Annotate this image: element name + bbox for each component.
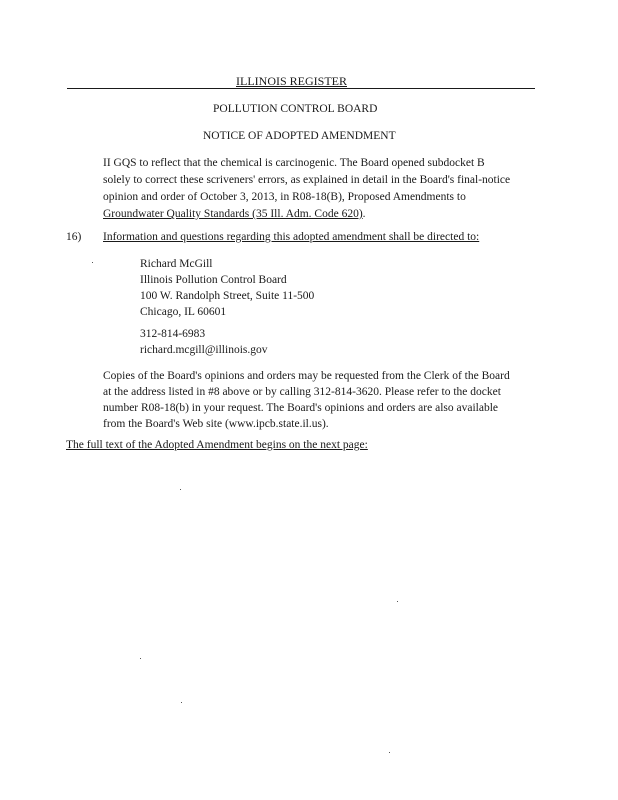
copies-paragraph (103, 368, 510, 432)
scan-speck (181, 702, 182, 703)
intro-line: opinion and order of October 3, 2013, in R08-18(B), Proposed Amendments to (103, 191, 466, 203)
scan-speck (389, 752, 390, 753)
copies-line: from the Board's Web site (www.ipcb.state.il.us). (103, 418, 329, 430)
contact-street: 100 W. Randolph Street, Suite 11-500 (140, 290, 315, 302)
scan-speck (397, 601, 398, 602)
item-heading: Information and questions regarding this adopted amendment shall be directed to: (103, 231, 480, 243)
contact-email: richard.mcgill@illinois.gov (140, 344, 268, 356)
header-divider (67, 88, 535, 89)
intro-line-last (103, 206, 510, 223)
scan-speck (92, 262, 93, 263)
intro-paragraph (103, 155, 510, 223)
scan-speck (140, 658, 141, 659)
intro-line: solely to correct these scriveners' errors, as explained in detail in the Board's final-notice (103, 174, 511, 186)
copies-line: at the address listed in #8 above or by calling 312-814-3620. Please refer to the docket (103, 386, 501, 398)
copies-line: Copies of the Board's opinions and orders may be requested from the Clerk of the Board (103, 370, 510, 382)
contact-details (140, 326, 268, 358)
register-title: ILLINOIS REGISTER (236, 74, 347, 88)
notice-title: NOTICE OF ADOPTED AMENDMENT (203, 130, 396, 142)
contact-organization: Illinois Pollution Control Board (140, 274, 287, 286)
contact-phone: 312-814-6983 (140, 328, 206, 340)
contact-name: Richard McGill (140, 258, 213, 270)
scan-speck (180, 489, 181, 490)
agency-title: POLLUTION CONTROL BOARD (213, 103, 378, 115)
contact-city: Chicago, IL 60601 (140, 306, 227, 318)
citation-period: . (362, 208, 366, 220)
contact-address (140, 256, 314, 320)
item-number: 16) (66, 231, 82, 243)
intro-line: II GQS to reflect that the chemical is carcinogenic. The Board opened subdocket B (103, 157, 485, 169)
code-citation: Groundwater Quality Standards (35 Ill. Adm. Code 620) (103, 208, 363, 220)
full-text-note: The full text of the Adopted Amendment begins on the next page: (66, 439, 368, 451)
copies-line: number R08-18(b) in your request. The Board's opinions and orders are also available (103, 402, 498, 414)
